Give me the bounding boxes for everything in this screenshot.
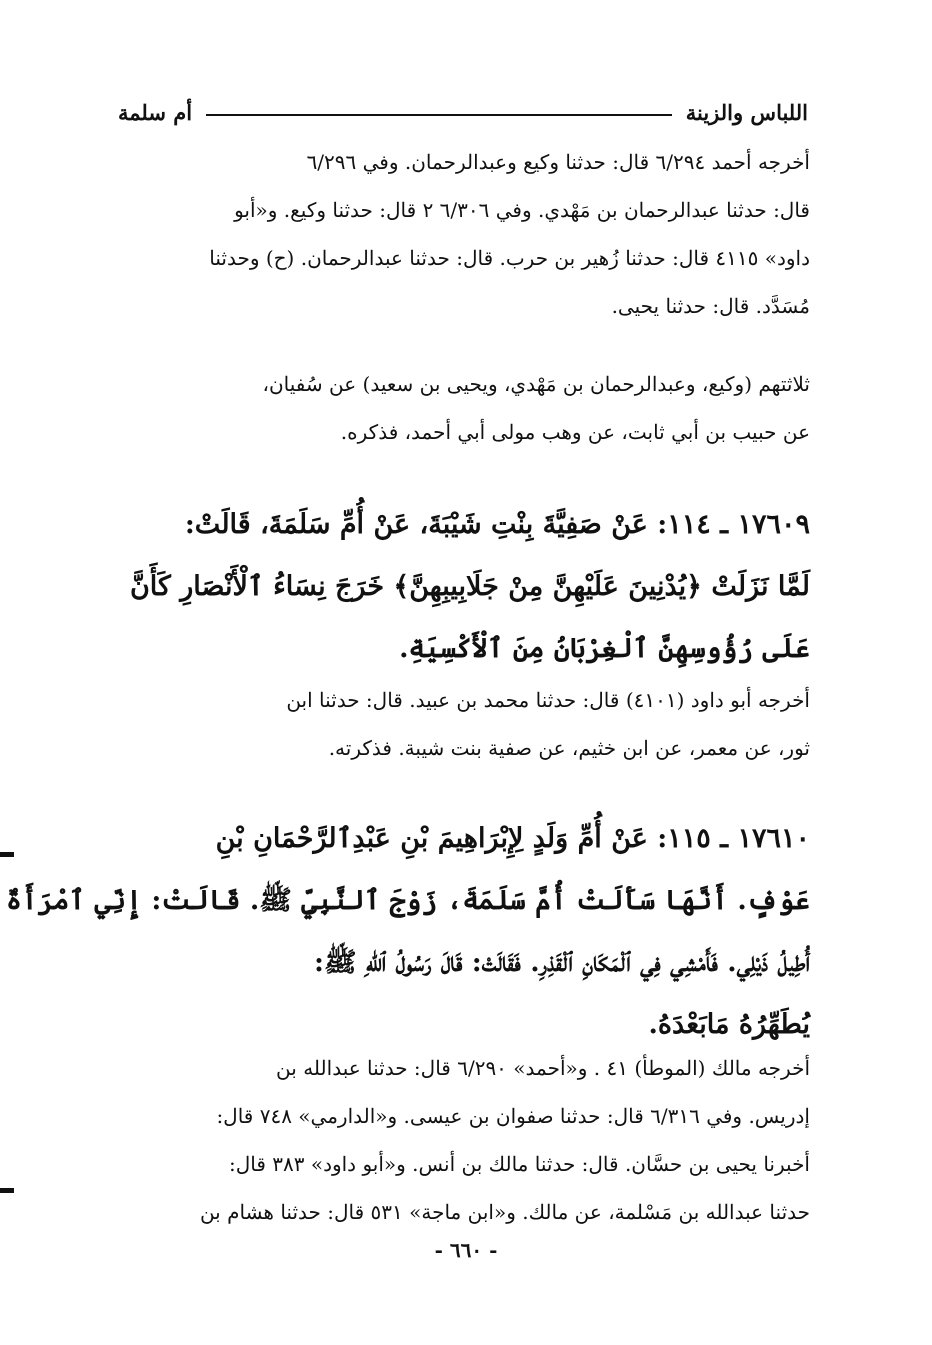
section-title: أم سلمة	[118, 99, 193, 125]
note-line: أخرجه مالك (الموطأ) ٤١ . و«أحمد» ٦/٢٩٠ قال: حدثنا عبدالله بن	[276, 1056, 810, 1080]
page-number: - ٦٦٠ -	[434, 1238, 498, 1262]
note-line: عن حبيب بن أبي ثابت، عن وهب مولى أبي أحمد، فذكره.	[340, 420, 810, 444]
takhrij-note-2	[118, 360, 810, 456]
hadith-17609	[118, 494, 810, 680]
note-line: إدريس. وفي ٦/٣١٦ قال: حدثنا صفوان بن عيسى. و«الدارمي» ٧٤٨ قال:	[216, 1104, 810, 1128]
hadith-line: عَوْفٍ. أَنَّهَا سَأَلَتْ أُمَّ سَلَمَةَ، زَوْجَ ٱلنَّبِيِّ ﷺ. قَالَتْ: إِنِّي ٱمْرَأَةٌ	[5, 885, 810, 916]
note-line: أخرجه أحمد ٦/٢٩٤ قال: حدثنا وكيع وعبدالرحمان. وفي ٦/٢٩٦	[306, 150, 810, 174]
hadith-line: يُطَهِّرُهُ مَابَعْدَهُ.	[648, 1009, 810, 1040]
running-header	[118, 84, 808, 124]
note-line: ثلاثتهم (وكيع، وعبدالرحمان بن مَهْدي، ويحيى بن سعيد) عن سُفيان،	[262, 372, 810, 396]
note-line: حدثنا عبدالله بن مَسْلمة، عن مالك. و«ابن ماجة» ٥٣١ قال: حدثنا هشام بن	[199, 1200, 810, 1224]
hadith-line: لَمَّا نَزَلَتْ ﴿يُدْنِينَ عَلَيْهِنَّ مِنْ جَلَابِيبِهِنَّ﴾ خَرَجَ نِسَاءُ ٱلْأَنْصَارِ كَأَنَّ	[129, 571, 810, 602]
note-line: قال: حدثنا عبدالرحمان بن مَهْدي. وفي ٦/٣٠٦ ٢ قال: حدثنا وكيع. و«أبو	[234, 198, 810, 222]
header-rule	[206, 114, 672, 116]
takhrij-note-1	[118, 138, 810, 330]
note-line: ثور، عن معمر، عن ابن خثيم، عن صفية بنت شيبة. فذكرته.	[328, 736, 810, 760]
hadith-17610	[5, 808, 810, 1056]
hadith-line: أُطِيلُ ذَيْلِي. فَأَمْشِي فِي ٱلْمَكَانِ ٱلْقَذِرِ. فَقَالَتْ: قَالَ رَسُولُ ٱللهِ ﷺ:	[314, 947, 810, 978]
hadith-line: عَلَى رُؤُوسِهِنَّ ٱلْغِرْبَانُ مِنَ ٱلْأَكْسِيَةِ.	[399, 633, 810, 664]
note-line: أخبرنا يحيى بن حسَّان. قال: حدثنا مالك بن أنس. و«أبو داود» ٣٨٣ قال:	[228, 1152, 810, 1176]
takhrij-note-4	[118, 1044, 810, 1236]
note-line: داود» ٤١١٥ قال: حدثنا زُهير بن حرب. قال: حدثنا عبدالرحمان. (ح) وحدثنا	[209, 246, 810, 270]
takhrij-note-3	[118, 676, 810, 772]
margin-tick	[0, 1188, 14, 1193]
chapter-title: اللباس والزينة	[685, 99, 808, 125]
note-line: أخرجه أبو داود (٤١٠١) قال: حدثنا محمد بن عبيد. قال: حدثنا ابن	[286, 688, 810, 712]
hadith-line: ١٧٦١٠ ـ ١١٥: عَنْ أُمِّ وَلَدٍ لِإِبْرَاهِيمَ بْنِ عَبْدِٱلرَّحْمَانِ بْنِ	[215, 823, 810, 854]
hadith-line: ١٧٦٠٩ ـ ١١٤: عَنْ صَفِيَّةَ بِنْتِ شَيْبَةَ، عَنْ أُمِّ سَلَمَةَ، قَالَتْ:	[184, 509, 810, 540]
margin-tick	[0, 852, 14, 857]
note-line: مُسَدَّد. قال: حدثنا يحيى.	[611, 294, 810, 318]
